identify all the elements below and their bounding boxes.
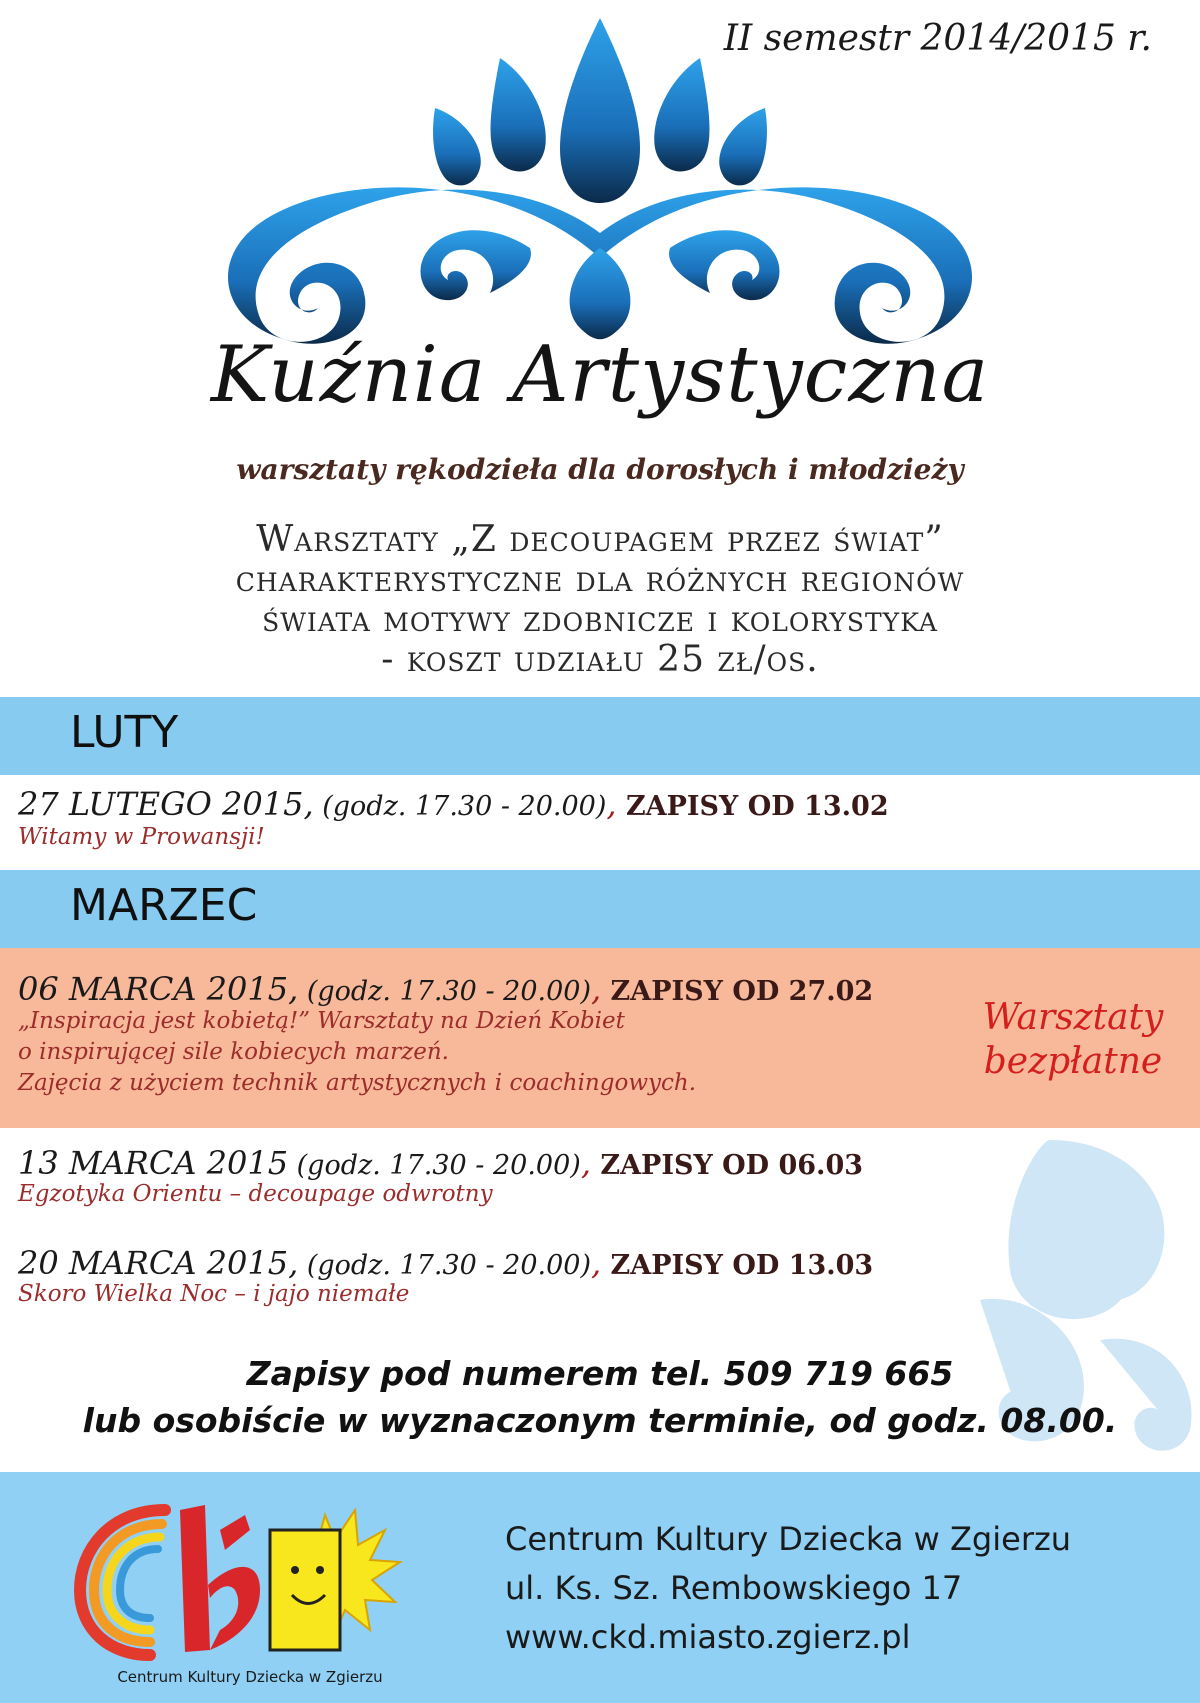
contact-in-person-line: lub osobiście w wyznaczonym terminie, od godz. 08.00.	[82, 1401, 1118, 1440]
event-date: 06 MARCA 2015,	[18, 970, 299, 1008]
free-badge-line: bezpłatne	[983, 1041, 1163, 1082]
event-comma: ,	[590, 1244, 602, 1282]
event-date-row	[18, 785, 889, 823]
event-hours: (godz. 17.30 - 20.00)	[313, 791, 607, 822]
event-comma: ,	[580, 1144, 591, 1182]
contact-info	[0, 1350, 1200, 1444]
event-registration: ZAPISY OD 27.02	[601, 976, 874, 1007]
event-registration: ZAPISY OD 13.02	[616, 791, 889, 822]
event-date-row	[18, 1244, 873, 1282]
page-title: Kuźnia Artystyczna	[210, 330, 990, 420]
event-description-line: Zajęcia z użyciem technik artystycznych i coachingowych.	[18, 1070, 697, 1096]
month-band-luty	[0, 697, 1200, 775]
intro-line: - koszt udziału 25 zł/os.	[381, 639, 819, 680]
event-description-line: o inspirującej sile kobiecych marzeń.	[18, 1039, 449, 1065]
event-description	[18, 1006, 696, 1099]
free-badge-line: Warsztaty	[982, 997, 1164, 1038]
event-date-row	[18, 1144, 863, 1182]
event-description-line: Skoro Wielka Noc – i jajo niemałe	[18, 1281, 410, 1307]
website-link[interactable]: www.ckd.miasto.zgierz.pl	[505, 1618, 911, 1656]
month-heading-luty: LUTY	[70, 707, 179, 758]
street-address: ul. Ks. Sz. Rembowskiego 17	[505, 1569, 963, 1607]
month-heading-marzec: MARZEC	[70, 880, 258, 931]
intro-line: charakterystyczne dla różnych regionów	[235, 559, 965, 600]
event-hours: (godz. 17.30 - 20.00)	[298, 976, 591, 1007]
semester-label: II semestr 2014/2015 r.	[723, 18, 1152, 59]
event-description-line: Witamy w Prowansji!	[18, 824, 265, 850]
event-registration: ZAPISY OD 13.03	[601, 1250, 874, 1281]
contact-phone-line: Zapisy pod numerem tel. 509 719 665	[246, 1354, 954, 1393]
ckd-logo	[70, 1490, 430, 1690]
event-date: 13 MARCA 2015	[18, 1144, 289, 1182]
event-date: 27 LUTEGO 2015,	[18, 785, 314, 823]
intro-line: świata motywy zdobnicze i kolorystyka	[262, 599, 938, 640]
subtitle: warsztaty rękodzieła dla dorosłych i młodzieży	[236, 453, 964, 486]
event-date: 20 MARCA 2015,	[18, 1244, 299, 1282]
event-description	[18, 822, 265, 853]
event-comma: ,	[606, 785, 617, 823]
event-hours: (godz. 17.30 - 20.00)	[298, 1250, 591, 1281]
event-description	[18, 1179, 493, 1210]
event-hours: (godz. 17.30 - 20.00)	[288, 1150, 581, 1181]
event-description	[18, 1279, 409, 1310]
event-description-line: „Inspiracja jest kobietą!” Warsztaty na Dzień Kobiet	[18, 1008, 625, 1034]
address-block	[505, 1515, 1071, 1662]
intro-block	[0, 520, 1200, 680]
logo-caption: Centrum Kultury Dziecka w Zgierzu	[117, 1668, 383, 1686]
ornament-flourish-logo	[200, 18, 1000, 348]
event-description-line: Egzotyka Orientu – decoupage odwrotny	[18, 1181, 493, 1207]
event-registration: ZAPISY OD 06.03	[590, 1150, 864, 1181]
intro-line: Warsztaty „Z decoupagem przez świat”	[256, 519, 944, 560]
event-date-row	[18, 970, 873, 1008]
free-workshop-badge	[958, 996, 1188, 1084]
organization-name: Centrum Kultury Dziecka w Zgierzu	[505, 1520, 1072, 1558]
event-comma: ,	[590, 970, 602, 1008]
